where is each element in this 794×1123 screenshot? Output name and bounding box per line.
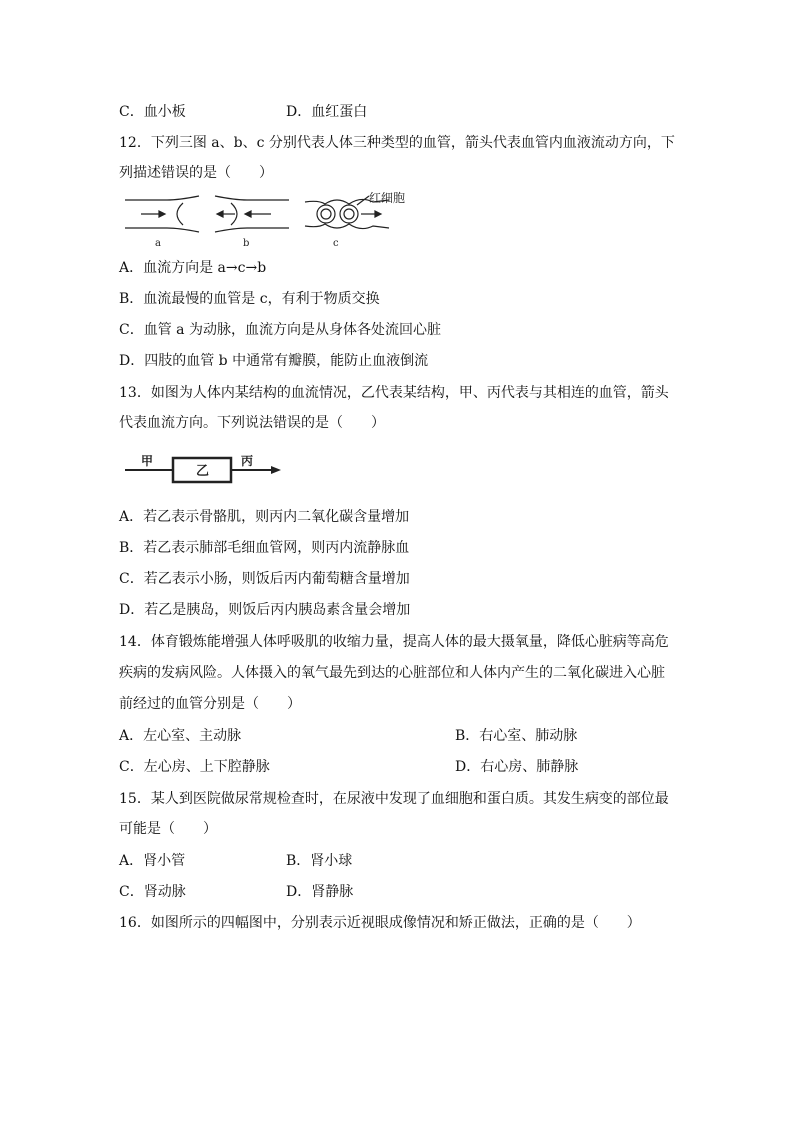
- q14-option-b: B．右心室、肺动脉: [455, 728, 578, 744]
- q15-option-a: A．肾小管: [119, 853, 186, 869]
- vessel-a-diagram: [125, 196, 199, 232]
- q13-blood-flow-figure: [119, 448, 289, 493]
- q14-option-d: D．右心房、肺静脉: [455, 759, 579, 775]
- q16-stem-line1: 16．如图所示的四幅图中，分别表示近视眼成像情况和矫正做法，正确的是（ ）: [119, 915, 641, 931]
- q12-option-a: A．血流方向是 a→c→b: [119, 260, 267, 276]
- q13-option-c: C．若乙表示小肠，则饭后丙内葡萄糖含量增加: [119, 571, 410, 587]
- q13-stem-line2: 代表血流方向。下列说法错误的是（ ）: [119, 415, 385, 431]
- q13-option-a: A．若乙表示骨骼肌，则丙内二氧化碳含量增加: [119, 509, 410, 525]
- q12-option-b: B．血流最慢的血管是 c，有利于物质交换: [119, 291, 380, 307]
- q14-stem-line1: 14．体育锻炼能增强人体呼吸肌的收缩力量，提高人体的最大摄氧量，降低心脏病等高危: [119, 634, 669, 650]
- q15-stem-line1: 15．某人到医院做尿常规检查时，在尿液中发现了血细胞和蛋白质。其发生病变的部位最: [119, 791, 669, 807]
- q14-option-a: A．左心室、主动脉: [119, 728, 242, 744]
- label-bing: 丙: [241, 454, 254, 468]
- q15-option-d: D．肾静脉: [286, 884, 354, 900]
- q15-stem-line2: 可能是（ ）: [119, 821, 217, 837]
- q13-option-d: D．若乙是胰岛，则饭后丙内胰岛素含量会增加: [119, 602, 411, 618]
- vessel-c-label: c: [333, 238, 339, 249]
- vessel-a-label: a: [155, 238, 161, 249]
- vessel-b-diagram: [215, 196, 289, 232]
- q15-option-c: C．肾动脉: [119, 884, 186, 900]
- q14-option-c: C．左心房、上下腔静脉: [119, 759, 270, 775]
- q12-stem-line1: 12．下列三图 a、b、c 分别代表人体三种类型的血管，箭头代表血管内血液流动方向，下: [119, 135, 675, 151]
- q12-option-d: D．四肢的血管 b 中通常有瓣膜，能防止血液倒流: [119, 353, 429, 369]
- q12-vessel-figure: [119, 190, 419, 250]
- q12-stem-line2: 列描述错误的是（ ）: [119, 165, 273, 181]
- label-jia: 甲: [141, 454, 154, 468]
- q11-option-c: C．血小板: [119, 104, 186, 120]
- q13-option-b: B．若乙表示肺部毛细血管网，则丙内流静脉血: [119, 540, 410, 556]
- q15-option-b: B．肾小球: [286, 853, 353, 869]
- q11-option-d: D．血红蛋白: [286, 104, 368, 120]
- q14-stem-line2: 疾病的发病风险。人体摄入的氧气最先到达的心脏部位和人体内产生的二氧化碳进入心脏: [119, 665, 665, 681]
- red-blood-cell-label: 红细胞: [369, 191, 406, 205]
- flow-arrow-icon: [271, 466, 281, 474]
- q12-option-c: C．血管 a 为动脉，血流方向是从身体各处流回心脏: [119, 322, 441, 338]
- q14-stem-line3: 前经过的血管分别是（ ）: [119, 696, 301, 712]
- q13-stem-line1: 13．如图为人体内某结构的血流情况，乙代表某结构，甲、丙代表与其相连的血管，箭头: [119, 385, 669, 401]
- label-yi: 乙: [196, 464, 210, 479]
- vessel-b-label: b: [243, 238, 250, 249]
